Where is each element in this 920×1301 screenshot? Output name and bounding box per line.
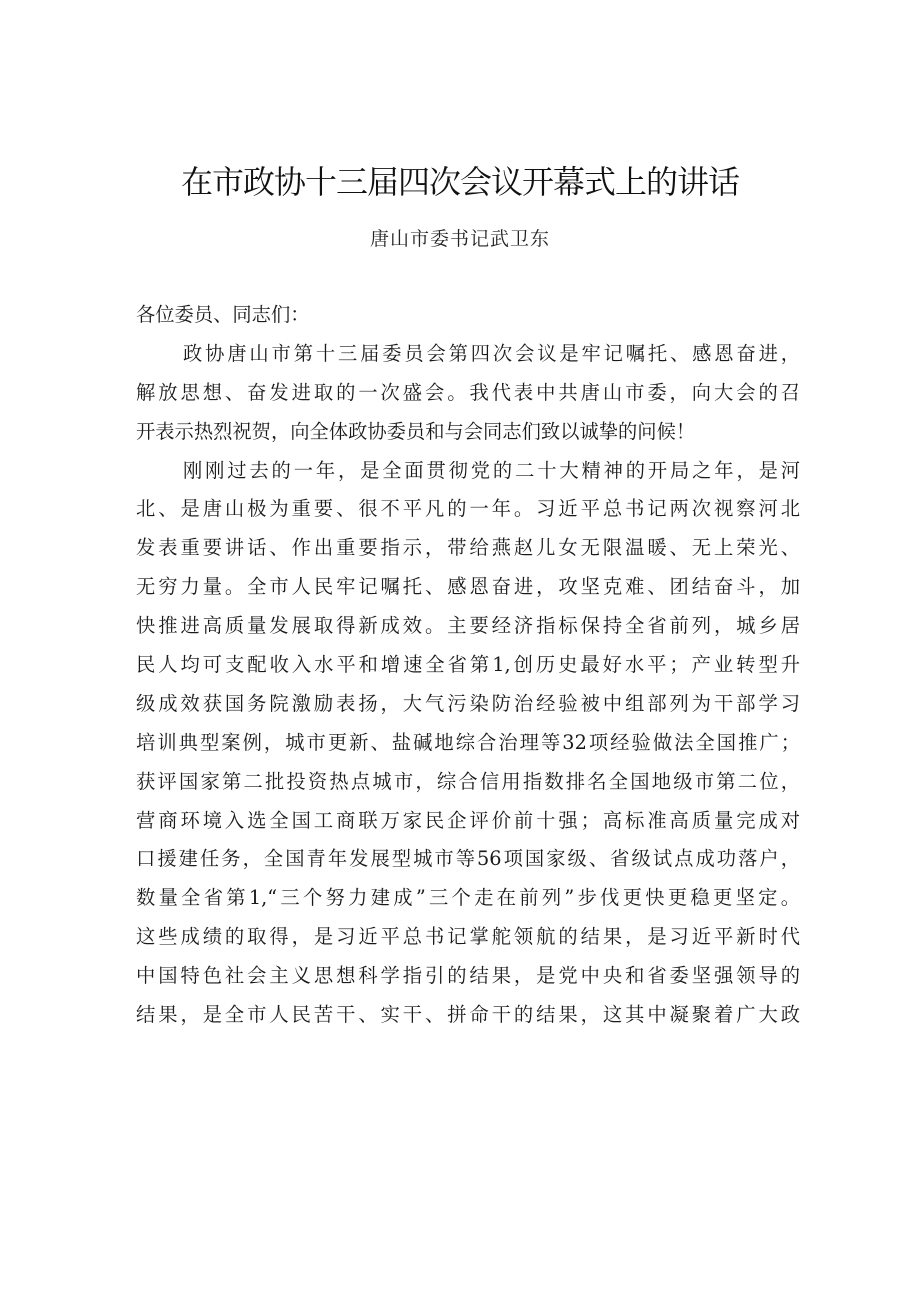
paragraph-line: 数量全省第1,“三个努力建成”三个走在前列”步伐更快更稳更坚定。 — [136, 886, 800, 910]
paragraph-line: 发表重要讲话、作出重要指示，带给燕赵儿女无限温暖、无上荣光、 — [136, 536, 800, 560]
paragraph-line: 口援建任务，全国青年发展型城市等56项国家级、省级试点成功落户， — [136, 847, 800, 871]
paragraph-line: 开表示热烈祝贺，向全体政协委员和与会同志们致以诚挚的问候！ — [136, 419, 696, 443]
paragraph-line: 解放思想、奋发进取的一次盛会。我代表中共唐山市委，向大会的召 — [136, 380, 800, 404]
document-title: 在市政协十三届四次会议开幕式上的讲话 — [180, 163, 739, 201]
paragraph-line: 政协唐山市第十三届委员会第四次会议是牢记嘱托、感恩奋进， — [183, 341, 800, 365]
paragraph-line: 结果，是全市人民苦干、实干、拼命干的结果，这其中凝聚着广大政 — [136, 1003, 800, 1027]
paragraph-line: 北、是唐山极为重要、很不平凡的一年。习近平总书记两次视察河北 — [136, 497, 800, 521]
paragraph-line: 这些成绩的取得，是习近平总书记掌舵领航的结果，是习近平新时代 — [136, 925, 800, 949]
paragraph-line: 获评国家第二批投资热点城市，综合信用指数排名全国地级市第二位， — [136, 769, 800, 793]
paragraph-line: 级成效获国务院激励表扬，大气污染防治经验被中组部列为干部学习 — [136, 691, 800, 715]
paragraph-line: 营商环境入选全国工商联万家民企评价前十强；高标准高质量完成对 — [136, 808, 800, 832]
paragraph-line: 中国特色社会主义思想科学指引的结果，是党中央和省委坚强领导的 — [136, 964, 800, 988]
paragraph-line: 刚刚过去的一年，是全面贯彻党的二十大精神的开局之年，是河 — [183, 458, 800, 482]
paragraph-line: 民人均可支配收入水平和增速全省第1,创历史最好水平；产业转型升 — [136, 653, 800, 677]
paragraph-line: 快推进高质量发展取得新成效。主要经济指标保持全省前列，城乡居 — [136, 614, 800, 638]
document-body — [136, 296, 800, 1035]
paragraph-line: 无穷力量。全市人民牢记嘱托、感恩奋进，攻坚克难、团结奋斗，加 — [136, 575, 800, 599]
document-author: 唐山市委书记武卫东 — [369, 228, 550, 250]
salutation: 各位委员、同志们： — [136, 303, 310, 326]
paragraph-line: 培训典型案例，城市更新、盐碱地综合治理等32项经验做法全国推广； — [136, 730, 800, 754]
